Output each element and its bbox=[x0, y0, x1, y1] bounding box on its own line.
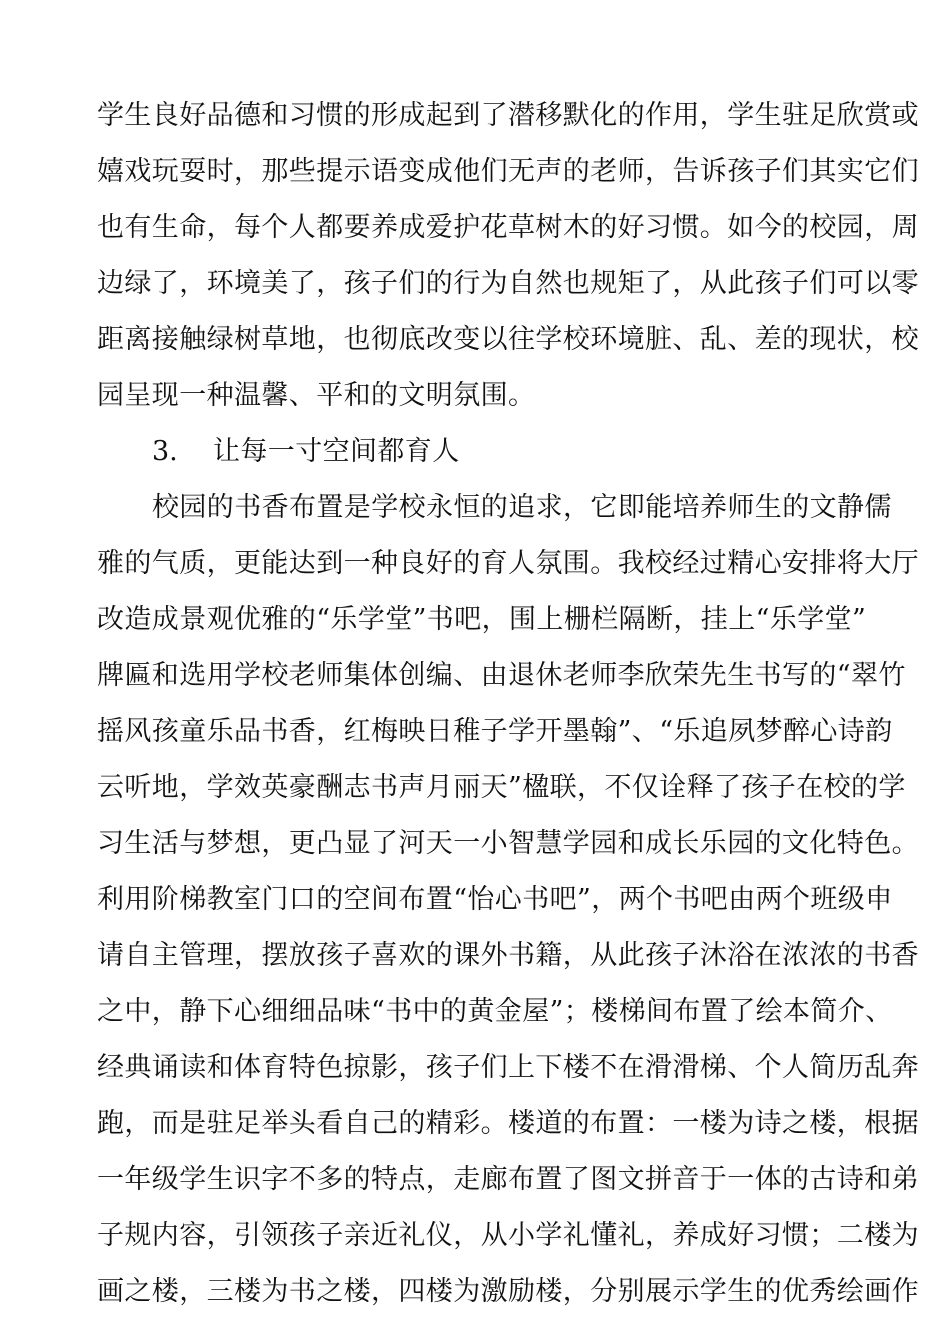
paragraph-line: 习生活与梦想，更凸显了河天一小智慧学园和成长乐园的文化特色。 bbox=[97, 828, 919, 859]
paragraph-line: 改造成景观优雅的“乐学堂”书吧，围上栅栏隔断，挂上“乐学堂” bbox=[97, 604, 867, 635]
paragraph-line: 学生良好品德和习惯的形成起到了潜移默化的作用，学生驻足欣赏或 bbox=[97, 100, 919, 131]
paragraph-line: 云听地，学效英豪酬志书声月丽天”楹联，不仅诠释了孩子在校的学 bbox=[97, 772, 906, 803]
paragraph-line: 边绿了，环境美了，孩子们的行为自然也规矩了，从此孩子们可以零 bbox=[97, 268, 919, 299]
paragraph-line: 摇风孩童乐品书香，红梅映日稚子学开墨翰”、“乐追夙梦醉心诗韵 bbox=[97, 716, 893, 747]
paragraph-line: 校园的书香布置是学校永恒的追求，它即能培养师生的文静儒 bbox=[152, 492, 892, 523]
section-heading: 让每一寸空间都育人 bbox=[213, 436, 460, 467]
paragraph-line: 子规内容，引领孩子亲近礼仪，从小学礼懂礼，养成好习惯；二楼为 bbox=[97, 1220, 919, 1251]
paragraph-line: 园呈现一种温馨、平和的文明氛围。 bbox=[97, 380, 536, 411]
section-number: 3. bbox=[152, 436, 178, 467]
paragraph-line: 嬉戏玩耍时，那些提示语变成他们无声的老师，告诉孩子们其实它们 bbox=[97, 156, 919, 187]
paragraph-line: 经典诵读和体育特色掠影，孩子们上下楼不在滑滑梯、个人简历乱奔 bbox=[97, 1052, 919, 1083]
paragraph-line: 也有生命，每个人都要养成爱护花草树木的好习惯。如今的校园，周 bbox=[97, 212, 919, 243]
paragraph-line: 画之楼，三楼为书之楼，四楼为激励楼，分别展示学生的优秀绘画作 bbox=[97, 1276, 919, 1307]
paragraph-line: 距离接触绿树草地，也彻底改变以往学校环境脏、乱、差的现状，校 bbox=[97, 324, 919, 355]
paragraph-line: 牌匾和选用学校老师集体创编、由退休老师李欣荣先生书写的“翠竹 bbox=[97, 660, 906, 691]
paragraph-line: 雅的气质，更能达到一种良好的育人氛围。我校经过精心安排将大厅 bbox=[97, 548, 919, 579]
paragraph-line: 之中，静下心细细品味“书中的黄金屋”；楼梯间布置了绘本简介、 bbox=[97, 996, 893, 1027]
paragraph-line: 利用阶梯教室门口的空间布置“怡心书吧”，两个书吧由两个班级申 bbox=[97, 884, 893, 915]
paragraph-line: 跑，而是驻足举头看自己的精彩。楼道的布置：一楼为诗之楼，根据 bbox=[97, 1108, 919, 1139]
paragraph-line: 请自主管理，摆放孩子喜欢的课外书籍，从此孩子沐浴在浓浓的书香 bbox=[97, 940, 919, 971]
paragraph-line: 一年级学生识字不多的特点，走廊布置了图文拼音于一体的古诗和弟 bbox=[97, 1164, 919, 1195]
